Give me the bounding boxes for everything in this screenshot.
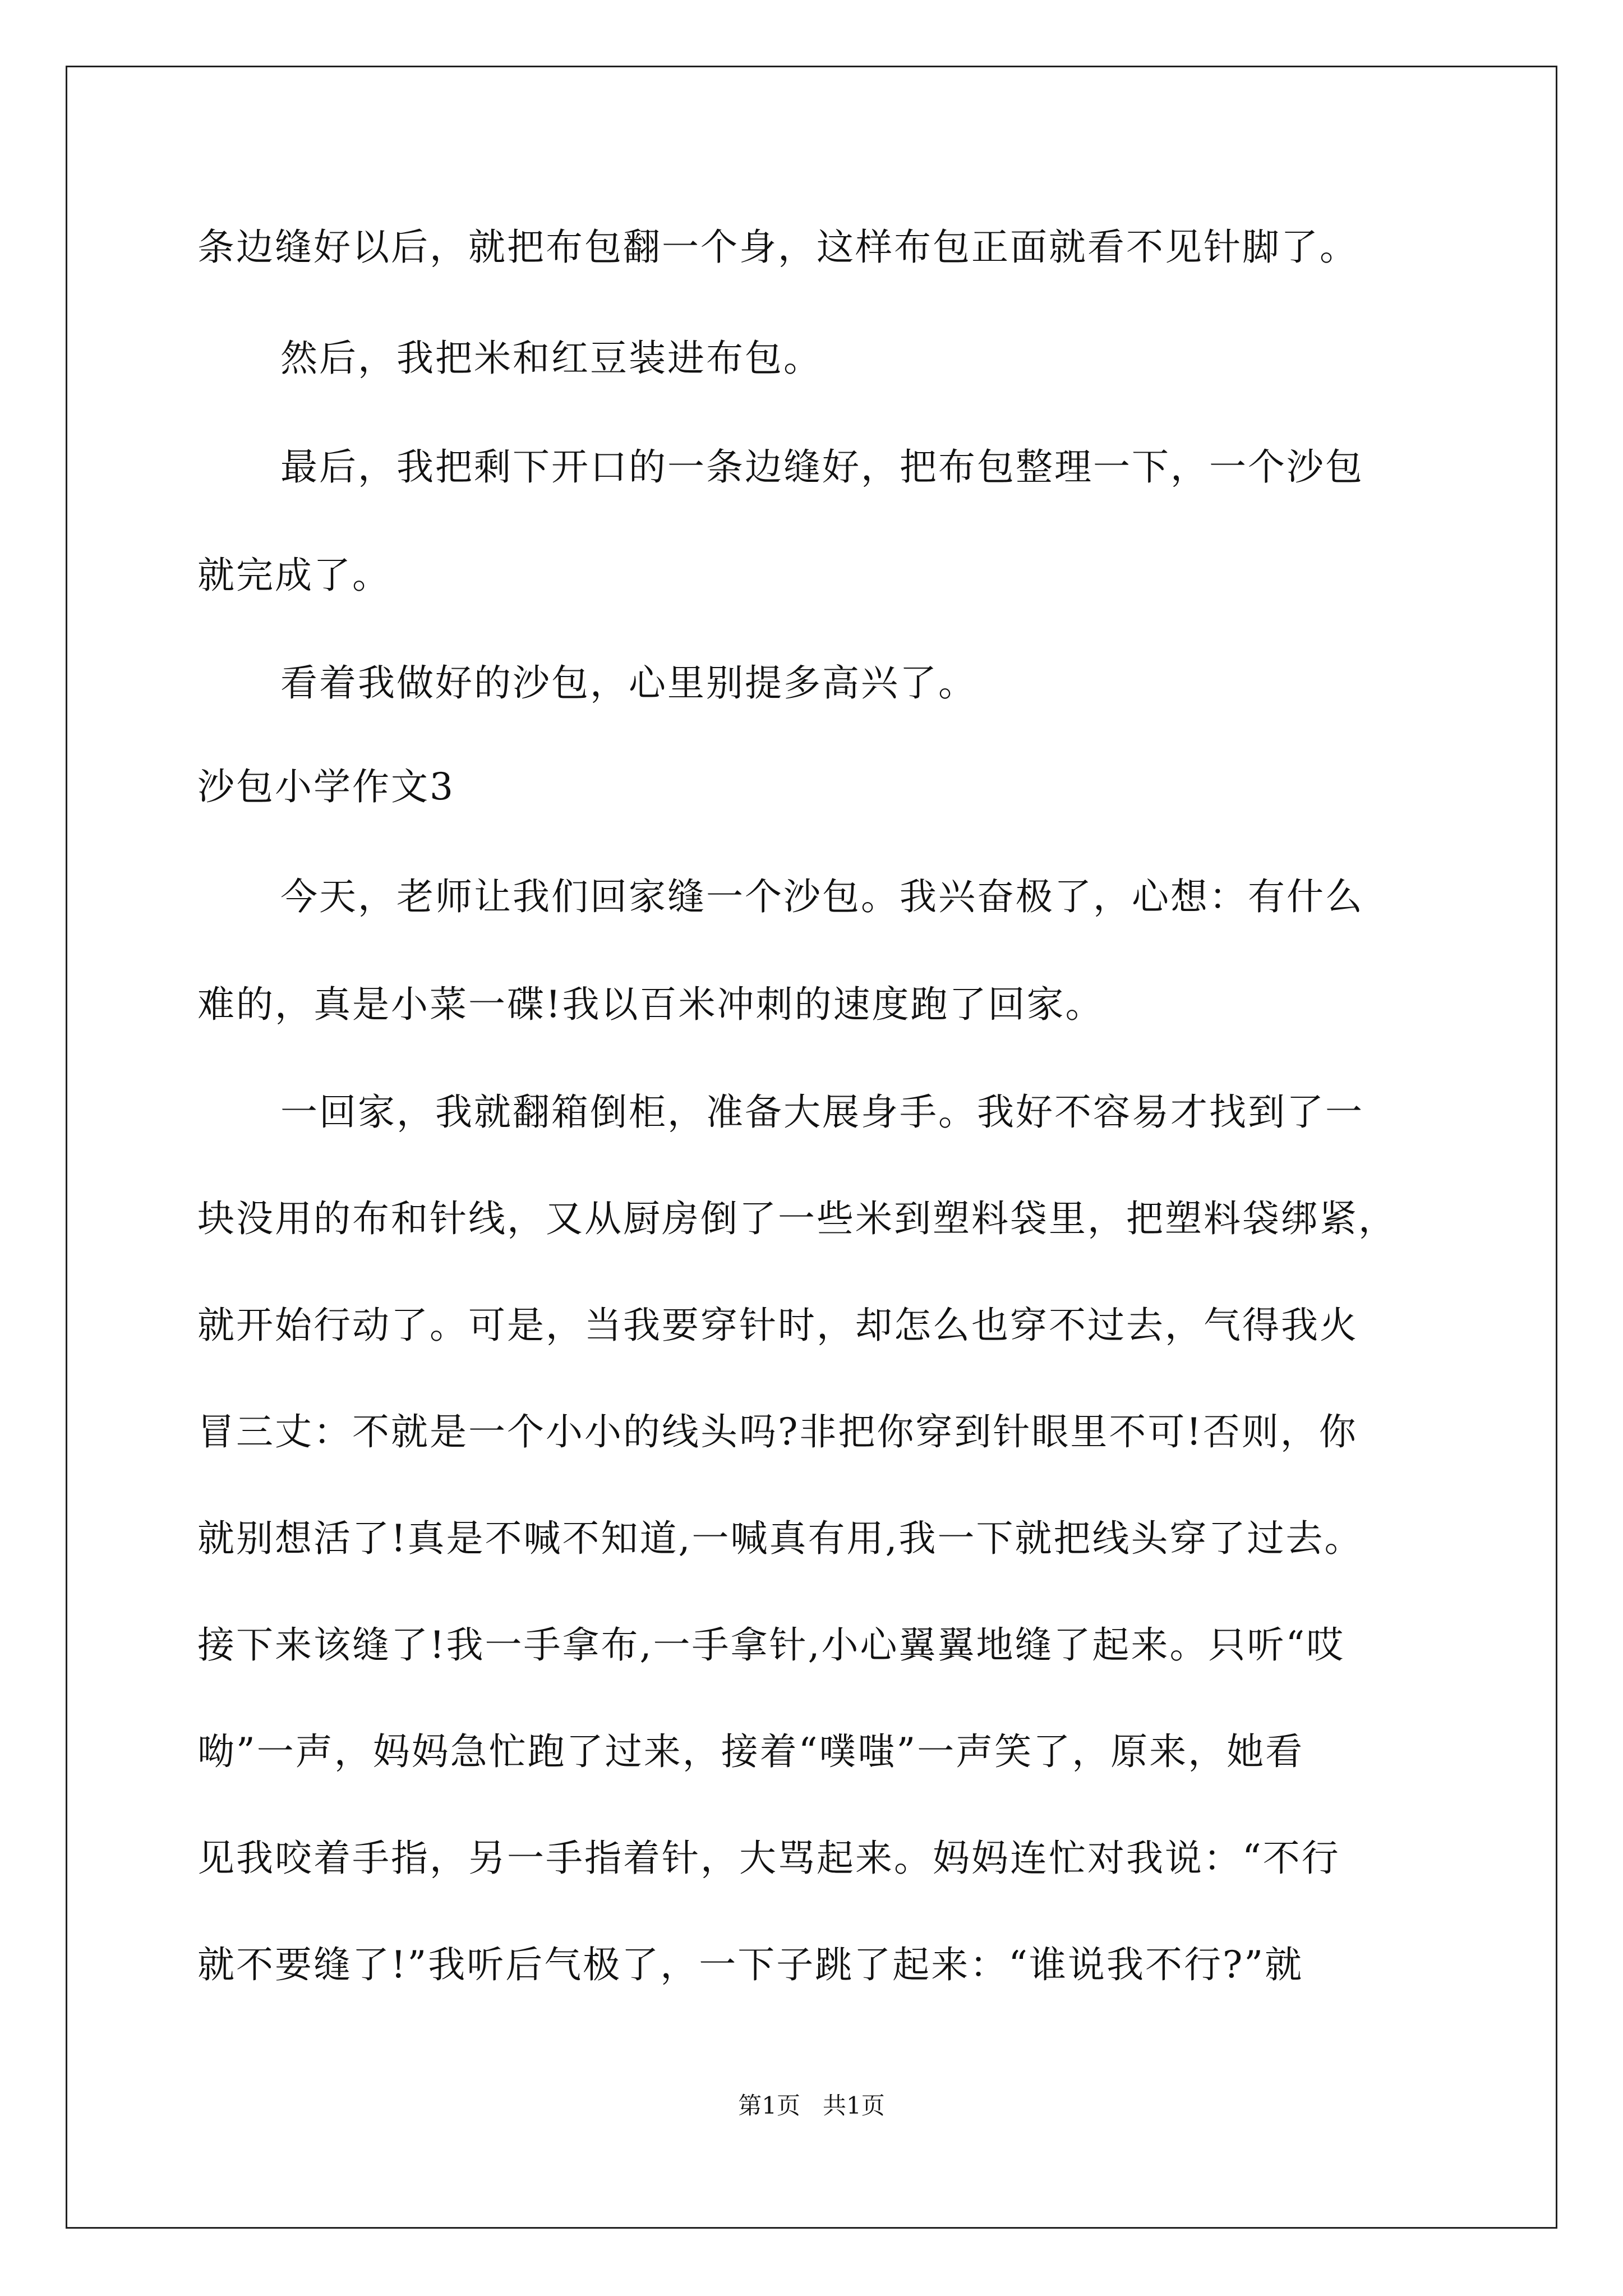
section-heading: 沙包小学作文3 bbox=[197, 765, 455, 808]
text-line: 条边缝好以后，就把布包翻一个身，这样布包正面就看不见针脚了。 bbox=[197, 226, 1358, 269]
text-line: 最后，我把剩下开口的一条边缝好，把布包整理一下，一个沙包 bbox=[280, 445, 1364, 489]
text-line: 今天，老师让我们回家缝一个沙包。我兴奋极了，心想：有什么 bbox=[280, 875, 1364, 918]
text-line: 就别想活了!真是不喊不知道,一喊真有用,我一下就把线头穿了过去。 bbox=[197, 1517, 1363, 1560]
page-footer: 第1页 共1页 bbox=[738, 2092, 885, 2119]
text-line: 就不要缝了!”我听后气极了，一下子跳了起来：“谁说我不行?”就 bbox=[197, 1943, 1304, 1986]
text-line: 然后，我把米和红豆装进布包。 bbox=[280, 337, 822, 380]
text-line: 见我咬着手指，另一手指着针，大骂起来。妈妈连忙对我说：“不行 bbox=[197, 1837, 1340, 1880]
text-line: 一回家，我就翻箱倒柜，准备大展身手。我好不容易才找到了一 bbox=[280, 1091, 1364, 1134]
text-line: 看着我做好的沙包，心里别提多高兴了。 bbox=[280, 661, 977, 705]
text-line: 就开始行动了。可是，当我要穿针时，却怎么也穿不过去，气得我火 bbox=[197, 1304, 1358, 1347]
text-line: 就完成了。 bbox=[197, 554, 391, 597]
text-line: 冒三丈：不就是一个小小的线头吗?非把你穿到针眼里不可!否则，你 bbox=[197, 1410, 1358, 1453]
page-border bbox=[66, 66, 1557, 2229]
text-line: 块没用的布和针线，又从厨房倒了一些米到塑料袋里，把塑料袋绑紧， bbox=[197, 1197, 1397, 1240]
text-line: 接下来该缝了!我一手拿布,一手拿针,小心翼翼地缝了起来。只听“哎 bbox=[197, 1623, 1345, 1667]
text-line: 呦”一声，妈妈急忙跑了过来，接着“噗嗤”一声笑了，原来，她看 bbox=[197, 1730, 1304, 1773]
text-line: 难的，真是小菜一碟!我以百米冲刺的速度跑了回家。 bbox=[197, 983, 1104, 1026]
